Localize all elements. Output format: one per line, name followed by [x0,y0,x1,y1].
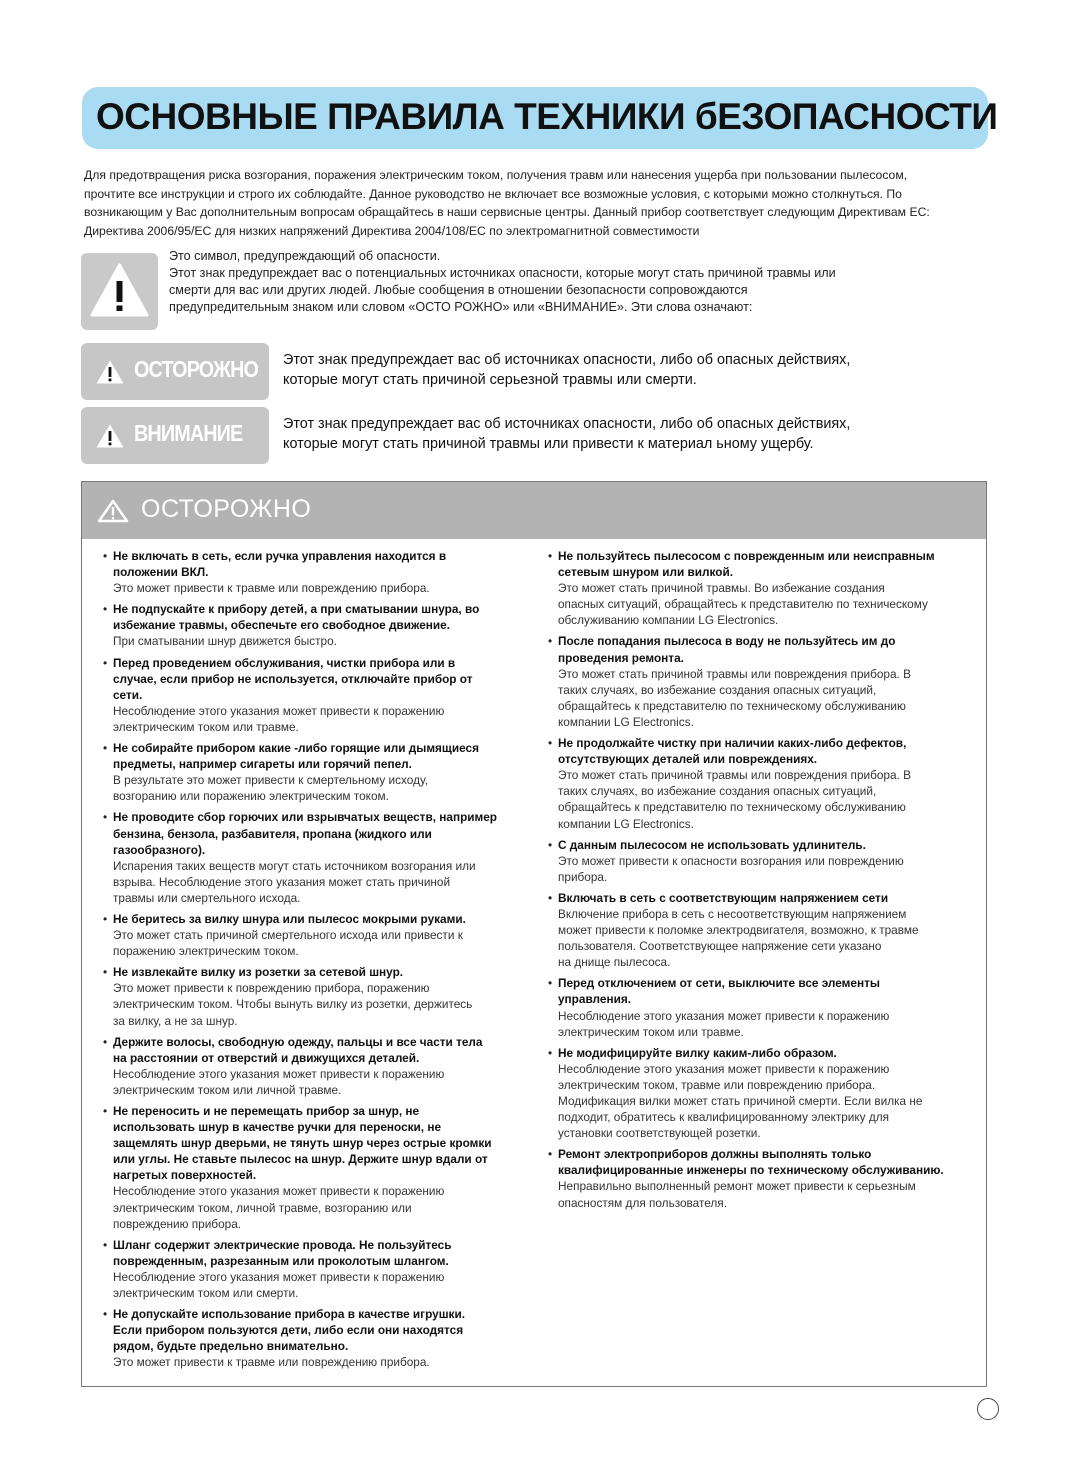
caution-label-box [81,407,269,464]
warning-item-text: Это может привести к опасности возгорания или повреждению [558,853,904,868]
warning-item-text: таких случаях, во избежание создания опасных ситуаций, [558,682,877,697]
warning-item-text: травмы или смертельного исхода. [113,890,301,905]
warning-item-text: возгоранию или поражению электрическим током. [113,789,389,804]
warning-item-text: обслуживанию компании LG Electronics. [558,613,779,628]
bullet: • [548,1147,553,1162]
warning-item-heading: случае, если прибор не используется, отключайте прибор от [113,671,473,686]
warning-item-text: опасностям для пользователя. [558,1195,727,1210]
caution-label-text: ВНИМАНИЕ [134,420,243,446]
warning-item-text: опасных ситуаций, обращайтесь к представителю по техническому [558,597,928,612]
warning-item-text: может привести к поломке электродвигателя, возможно, к травме [558,923,919,938]
warning-symbol-box [81,253,158,330]
warning-item-text: электрическим током или смерти. [113,1286,299,1301]
warning-item-text: электрическим током, травме или повреждению прибора. [558,1077,876,1092]
warning-item-heading: предметы, например сигареты или горячий пепел. [113,757,412,772]
warning-item-heading: Не допускайте использование прибора в качестве игрушки. [113,1307,465,1322]
warning-item-text: за вилку, а не за шнур. [113,1013,238,1028]
warning-item-heading: отсутствующих деталей или повреждениях. [558,752,818,767]
bullet: • [548,890,553,905]
warning-item-text: При сматывании шнур движется быстро. [113,634,337,649]
symbol-line: Это символ, предупреждающий об опасности. [169,249,441,263]
warning-item-text: поражению электрическим током. [113,944,299,959]
warning-item-heading: Перед отключением от сети, выключите все элементы [558,976,880,991]
warning-item-heading: поврежденным, разрезанным или проколотым шлангом. [113,1253,449,1268]
warning-item-text: электрическим током, личной травме, возгоранию или [113,1200,412,1215]
warning-item-heading: Не извлекайте вилку из розетки за сетевой шнур. [113,965,404,980]
warning-item [103,1306,523,1370]
warning-item-heading: Не пользуйтесь пылесосом с поврежденным или неисправным [558,549,935,563]
bullet: • [103,965,108,980]
bullet: • [103,549,108,563]
warning-item-heading: управления. [558,992,631,1007]
bullet: • [548,976,553,991]
warning-item-heading: избежание травмы, обеспечьте его свободное движение. [113,618,450,633]
warning-item-heading: Ремонт электроприборов должны выполнять только [558,1147,872,1162]
warning-item-heading: Не собирайте прибором какие -либо горящие или дымящиеся [113,741,479,756]
bullet: • [103,810,108,825]
symbol-description [169,248,969,316]
bullet: • [548,837,553,852]
warning-icon [95,359,125,385]
warning-item-text: Включение прибора в сеть с несоответствующим напряжением [558,906,907,921]
warning-item-heading: Не проводите сбор горючих или взрывчатых веществ, например [113,810,498,825]
warning-item-text: обращайтесь к представителю по техническому обслуживанию [558,698,906,713]
warning-item-text: Несоблюдение этого указания может привести к поражению [113,1184,445,1199]
warning-item-text: Это может стать причиной травмы или повреждения прибора. В [558,666,911,681]
warning-item [103,601,523,649]
warning-panel-heading: ОСТОРОЖНО [141,495,312,523]
warning-item-heading: Включать в сеть с соответствующим напряжением сети [558,890,889,905]
bullet: • [103,1104,108,1118]
warning-item-text: Несоблюдение этого указания может привести к поражению [558,1061,890,1076]
warning-item-text: компании LG Electronics. [558,714,694,729]
warning-item-heading: Не продолжайте чистку при наличии каких-либо дефектов, [558,736,907,751]
warning-item-heading: на расстоянии от отверстий и движущихся деталей. [113,1050,420,1065]
warning-item-text: Несоблюдение этого указания может привести к поражению [113,1066,445,1081]
warning-item-heading: Не переносить и не перемещать прибор за шнур, не [113,1104,420,1118]
warning-item [103,964,523,1028]
warning-item [548,890,973,970]
bullet: • [548,549,553,563]
warning-item-text: Это может стать причиной травмы. Во избежание создания [558,581,885,596]
warning-item-heading: проведения ремонта. [558,650,684,665]
bullet: • [103,741,108,756]
danger-label-box [81,343,269,400]
danger-line: которые могут стать причиной серьезной травмы или смерти. [283,372,697,388]
warning-item-heading: сетевым шнуром или вилкой. [558,565,734,580]
warning-item-text: В результате это может привести к смертельному исходу, [113,773,428,788]
warning-item [548,633,973,730]
warning-item-text: Это может привести к травме или повреждению прибора. [113,1355,430,1370]
danger-label-text: ОСТОРОЖНО [134,356,259,382]
warning-item [548,1045,973,1142]
warning-item-heading: газообразного). [113,842,206,857]
warning-item-heading: Не подпускайте к прибору детей, а при сматывании шнура, во [113,602,480,617]
warning-item-heading: или углы. Не ставьте пылесос на шнур. Держите шнур вдали от [113,1152,488,1167]
warning-item [548,837,973,885]
warning-item-heading: защемлять шнур дверьми, не тянуть шнур через острые кромки [113,1136,492,1151]
caution-line: Этот знак предупреждает вас об источниках опасности, либо об опасных действиях, [283,416,851,432]
warning-item [548,548,973,628]
symbol-line: Этот знак предупреждает вас о потенциальных источниках опасности, которые могут стать причиной травмы или [169,266,836,280]
warning-item-heading: рядом, будьте предельно внимательно. [113,1339,349,1354]
title-bar [82,87,998,149]
warning-icon [81,253,158,330]
warning-item-heading: бензина, бензола, разбавителя, пропана (жидкого или [113,826,432,841]
intro-line: Для предотвращения риска возгорания, поражения электрическим током, получения травм или нанесения ущерба при пользовании пылесосом, [84,168,908,182]
intro-line: прочтите все инструкции и строго их соблюдайте. Данное руководство не включает все возможные условия, с которыми можно столкнуться. По [84,186,902,201]
bullet: • [103,602,108,617]
warning-column-left [103,548,523,1376]
warning-item-text: таких случаях, во избежание создания опасных ситуаций, [558,784,877,799]
warning-item [103,911,523,959]
warning-item-text: взрыва. Несоблюдение этого указания может стать причиной [113,874,451,889]
warning-item-text: пользователя. Соответствующее напряжение сети указано [558,939,882,954]
caution-line: которые могут стать причиной травмы или привести к материал ьному ущербу. [283,436,814,452]
warning-icon [97,499,129,523]
warning-item-text: электрическим током или личной травме. [113,1082,342,1097]
warning-item [103,809,523,906]
warning-item-text: прибора. [558,869,608,884]
intro-line: возникающим у Вас дополнительным вопросам обращайтесь в наши сервисные центры. Данный прибор соответствует следующим Директивам ЕС: [84,205,930,219]
danger-line: Этот знак предупреждает вас об источниках опасности, либо об опасных действиях, [283,352,851,368]
warning-item [103,1237,523,1301]
bullet: • [103,1237,108,1252]
warning-item-text: Это может стать причиной травмы или повреждения прибора. В [558,768,911,783]
warning-item-heading: Не включать в сеть, если ручка управления находится в [113,549,447,563]
warning-item-text: Модификация вилки может стать причиной смерти. Если вилка не [558,1094,923,1108]
symbol-line: предупредительным знаком или словом «ОСТО РОЖНО» или «ВНИМАНИЕ». Эти слова означают: [169,300,753,314]
warning-column-right [548,548,973,1216]
warning-item [103,1103,523,1232]
warning-item-heading: квалифицированные инженеры по техническому обслуживанию. [558,1163,944,1178]
warning-item-text: Это может стать причиной смертельного исхода или привести к [113,928,463,943]
warning-item-heading: Держите волосы, свободную одежду, пальцы и все части тела [113,1034,483,1049]
bullet: • [103,911,108,926]
warning-item-text: Несоблюдение этого указания может привести к поражению [558,1008,890,1023]
warning-item-text: электрическим током или травме. [558,1024,744,1039]
warning-item-text: Неправильно выполненный ремонт может привести к серьезным [558,1179,916,1194]
page-title: ОСНОВНЫЕ ПРАВИЛА ТЕХНИКИ бЕЗОПАСНОСТИ [96,96,998,137]
warning-item-text: повреждению прибора. [113,1216,242,1231]
bullet: • [103,1034,108,1049]
warning-item-text: Несоблюдение этого указания может привести к поражению [113,1269,445,1284]
bullet: • [548,1045,553,1060]
bullet: • [103,655,108,670]
warning-item-heading: сети. [113,687,143,702]
warning-item-heading: Не модифицируйте вилку каким-либо образом. [558,1045,837,1060]
warning-item-text: электрическим током или травме. [113,719,299,734]
page-number-circle [977,1398,999,1420]
warning-item [103,548,523,596]
warning-item-text: обращайтесь к представителю по техническому обслуживанию [558,800,906,815]
warning-item-text: Это может привести к повреждению прибора, поражению [113,981,430,996]
warning-item-text: подходит, обратитесь к квалифицированному электрику для [558,1110,890,1125]
warning-item [103,655,523,735]
danger-description [283,350,973,390]
warning-item-text: на днище пылесоса. [558,955,671,970]
warning-panel-header [82,482,986,539]
warning-item-heading: Перед проведением обслуживания, чистки прибора или в [113,655,456,670]
warning-item [548,735,973,832]
symbol-line: смерти для вас или других людей. Любые сообщения в отношении безопасности сопровождаются [169,283,748,297]
bullet: • [548,736,553,751]
warning-item-heading: Если прибором пользуются дети, либо если они находятся [113,1323,464,1338]
warning-item [548,975,973,1039]
warning-item-heading: Не беритесь за вилку шнура или пылесос мокрыми руками. [113,911,466,926]
warning-item-text: Несоблюдение этого указания может привести к поражению [113,703,445,718]
warning-item [103,740,523,804]
warning-item-text: Испарения таких веществ могут стать источником возгорания или [113,858,476,873]
warning-item-heading: С данным пылесосом не использовать удлинитель. [558,837,866,852]
warning-item [548,1146,973,1210]
bullet: • [548,634,553,649]
warning-item-text: электрическим током. Чтобы вынуть вилку из розетки, держитесь [113,997,473,1012]
warning-item-heading: После попадания пылесоса в воду не пользуйтесь им до [558,634,896,649]
intro-line: Директива 2006/95/EC для низких напряжений Директива 2004/108/EC по электромагнитной совместимости [84,223,700,238]
bullet: • [103,1307,108,1322]
warning-item-heading: использовать шнур в качестве ручки для переноски, не [113,1120,442,1135]
intro-paragraph [84,166,984,240]
caution-description [283,414,973,454]
warning-item-text: компании LG Electronics. [558,816,694,831]
warning-item-text: установки соответствующей розетки. [558,1126,761,1141]
warning-item-heading: нагретых поверхностей. [113,1168,257,1183]
warning-item-heading: положении ВКЛ. [113,565,209,580]
warning-item [103,1034,523,1098]
warning-icon [95,423,125,449]
warning-item-heading: Шланг содержит электрические провода. Не пользуйтесь [113,1237,452,1252]
warning-item-text: Это может привести к травме или повреждению прибора. [113,581,430,596]
